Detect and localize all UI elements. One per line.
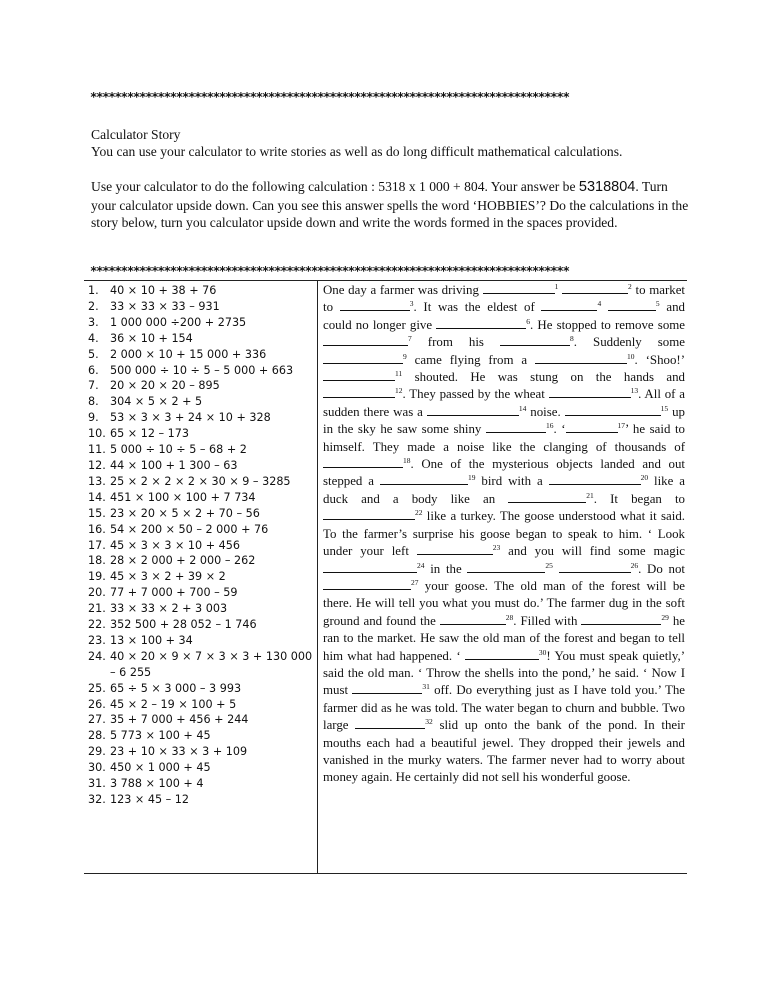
story-segment: came flying from a — [406, 352, 535, 367]
calculation-expression: 53 × 3 × 3 + 24 × 10 + 328 — [110, 411, 271, 425]
calculation-expression: 23 × 20 × 5 × 2 + 70 – 56 — [110, 506, 260, 520]
blank-number: 18 — [403, 456, 411, 466]
calculation-expression: 44 × 100 + 1 300 – 63 — [110, 458, 238, 472]
blank-number: 29 — [661, 612, 669, 622]
story-segment: . ‘Shoo!’ — [634, 352, 685, 367]
calculation-expression: 54 × 200 × 50 – 2 000 + 76 — [110, 522, 269, 536]
story-text — [323, 282, 685, 787]
star-divider-top: ****************************************************************************** — [90, 90, 569, 104]
blank-number: 22 — [415, 508, 423, 518]
calculation-number: 9. — [88, 411, 99, 425]
calculation-item — [88, 458, 314, 474]
calculation-item — [88, 697, 314, 713]
answer-blank-20[interactable] — [549, 473, 641, 485]
calculation-item — [88, 601, 314, 617]
calculation-item — [88, 315, 314, 331]
calculation-expression: 13 × 100 + 34 — [110, 633, 193, 647]
calculation-number: 20. — [88, 586, 106, 600]
answer-blank-3[interactable] — [340, 299, 410, 311]
calculation-number: 23. — [88, 633, 106, 647]
answer-blank-10[interactable] — [535, 352, 627, 364]
story-segment: . He stopped to remove some — [530, 317, 686, 332]
story-segment: noise. — [526, 404, 565, 419]
answer-blank-22[interactable] — [323, 508, 415, 520]
calculation-item — [88, 681, 314, 697]
calculation-item — [88, 474, 314, 490]
calculation-item — [88, 283, 314, 299]
calculation-item — [88, 490, 314, 506]
calculation-number: 8. — [88, 395, 99, 409]
calculation-expression: 5 773 × 100 + 45 — [110, 729, 211, 743]
calculation-expression: 123 × 45 – 12 — [110, 793, 190, 806]
answer-blank-17[interactable] — [566, 421, 618, 433]
calculation-item — [88, 394, 314, 410]
blank-number: 27 — [411, 577, 419, 587]
calculation-item — [88, 569, 314, 585]
calculation-expression: 45 × 2 – 19 × 100 + 5 — [110, 697, 237, 711]
calculation-number: 3. — [88, 315, 99, 329]
story-segment: ’ he said to himself. They made a noise like the clanging of thousands of — [323, 422, 685, 454]
answer-blank-6[interactable] — [436, 317, 526, 329]
calculation-expression: 5 000 ÷ 10 ÷ 5 – 68 + 2 — [110, 443, 247, 457]
blank-number: 30 — [538, 647, 547, 657]
calculation-expression: 500 000 ÷ 10 ÷ 5 – 5 000 + 663 — [110, 363, 294, 377]
blank-number: 7 — [408, 334, 412, 344]
calculation-number: 4. — [88, 331, 99, 345]
calculation-number: 16. — [88, 522, 106, 536]
answer-blank-9[interactable] — [323, 352, 403, 364]
blank-number: 19 — [467, 473, 476, 483]
calculation-item — [88, 426, 314, 442]
story-segment: like a turkey. The goose understood what it said. To the farmer’s surprise his goose began to speak to him. ‘ Look under your left — [323, 509, 685, 559]
calculation-number: 31. — [88, 777, 106, 791]
story-segment: . Do not — [638, 561, 685, 576]
calculation-expression: 36 × 10 + 154 — [110, 331, 193, 345]
story-table — [84, 280, 687, 874]
calculation-number: 29. — [88, 745, 106, 759]
calculation-item — [88, 442, 314, 458]
answer-blank-2[interactable] — [562, 282, 628, 294]
calculation-number: 2. — [88, 299, 99, 313]
blank-number: 10 — [626, 351, 635, 361]
answer-blank-13[interactable] — [549, 386, 631, 398]
calculation-number: 17. — [88, 538, 106, 552]
blank-number: 28 — [505, 612, 514, 622]
answer-blank-26[interactable] — [559, 561, 631, 573]
calculation-item — [88, 299, 314, 315]
calculation-expression: 45 × 3 × 2 + 39 × 2 — [110, 570, 226, 584]
calculation-expression: 40 × 20 × 9 × 7 × 3 × 3 + 130 000 – 6 255 — [110, 649, 313, 679]
calculation-number: 15. — [88, 506, 106, 520]
answer-blank-4[interactable] — [541, 299, 597, 311]
answer-blank-25[interactable] — [467, 561, 545, 573]
story-segment: One day a farmer was driving — [323, 283, 483, 297]
calculation-number: 30. — [88, 761, 106, 775]
calculation-number: 11. — [88, 443, 106, 457]
blank-number: 11 — [395, 369, 403, 379]
calculation-item — [88, 792, 314, 808]
column-divider — [317, 281, 318, 873]
story-segment: shouted. He was stung on the hands and — [402, 370, 685, 385]
story-segment: your goose. The old man of the forest will be there. He will tell you what you must do.’ The farmer dug in the soft ground and found the — [323, 578, 685, 628]
blank-number: 3 — [409, 299, 414, 309]
calculation-number: 14. — [88, 490, 106, 504]
blank-number: 9 — [403, 351, 407, 361]
calculation-expression: 352 500 + 28 052 – 1 746 — [110, 618, 257, 632]
calculation-number: 24. — [88, 649, 106, 663]
calculation-item — [88, 522, 314, 538]
calculation-item — [88, 728, 314, 744]
instructions-text-b: . Turn your calculator upside down. Can you see this answer spells the word ‘HOBBIES’? Do the calculations in the story below, turn you calculator upside down and write the words formed in the spaces provided. — [91, 179, 689, 230]
story-segment: . They passed by the wheat — [402, 387, 549, 402]
blank-number: 21 — [586, 490, 594, 500]
blank-number: 26 — [630, 560, 639, 570]
calculation-expression: 450 × 1 000 + 45 — [110, 761, 211, 775]
calculation-item — [88, 347, 314, 363]
calculation-item — [88, 744, 314, 760]
calculation-number: 27. — [88, 713, 106, 727]
answer-blank-31[interactable] — [352, 682, 422, 694]
calculation-item — [88, 712, 314, 728]
story-segment: and could no longer give — [323, 300, 685, 332]
blank-number: 17 — [617, 421, 626, 431]
blank-number: 5 — [655, 299, 660, 309]
calculation-item — [88, 331, 314, 347]
calculation-number: 22. — [88, 618, 106, 632]
blank-number: 2 — [628, 282, 632, 291]
story-segment — [601, 300, 608, 314]
answer-blank-24[interactable] — [323, 561, 417, 573]
story-segment: ! You must speak quietly,’ said the old man. ‘ Throw the shells into the pond,’ he said. ‘ Now I must — [323, 648, 685, 698]
answer-blank-1[interactable] — [483, 282, 555, 294]
blank-number: 1 — [554, 282, 559, 291]
calculation-list — [88, 283, 314, 808]
calculation-expression: 35 + 7 000 + 456 + 244 — [110, 713, 249, 727]
blank-number: 25 — [545, 560, 553, 570]
answer-blank-11[interactable] — [323, 369, 395, 381]
blank-number: 8 — [570, 334, 574, 344]
story-segment: in the — [424, 561, 468, 576]
answer-blank-16[interactable] — [486, 421, 546, 433]
calculation-expression: 451 × 100 × 100 + 7 734 — [110, 490, 256, 504]
calculation-expression: 25 × 2 × 2 × 2 × 30 × 9 – 3285 — [110, 474, 291, 488]
calculation-item — [88, 585, 314, 601]
story-segment: and you will find some magic — [500, 544, 685, 559]
calculation-number: 26. — [88, 697, 106, 711]
calculation-number: 10. — [88, 427, 106, 441]
story-segment: to market to — [323, 283, 685, 315]
answer-blank-32[interactable] — [355, 717, 425, 729]
calculation-number: 25. — [88, 681, 106, 695]
calculation-number: 5. — [88, 347, 99, 361]
calculation-item — [88, 649, 314, 681]
calculation-item — [88, 378, 314, 394]
story-segment: bird with a — [475, 474, 549, 489]
answer-blank-21[interactable] — [508, 491, 586, 503]
answer-blank-15[interactable] — [565, 404, 661, 416]
calculation-item — [88, 776, 314, 792]
calculation-number: 7. — [88, 379, 99, 393]
calculation-expression: 1 000 000 ÷200 + 2735 — [110, 315, 247, 329]
answer-blank-8[interactable] — [500, 334, 570, 346]
calculation-item — [88, 538, 314, 554]
blank-number: 4 — [597, 299, 602, 309]
intro-line: You can use your calculator to write stories as well as do long difficult mathematical calculations. — [91, 144, 623, 159]
story-segment: slid up onto the bank of the pond. In their mouths each had a beautiful jewel. They dropped their jewels and vanished in the murky waters. The farmer never had to worry about money again. He certainly did not sell his wonderful goose. — [323, 718, 685, 785]
blank-number: 32 — [425, 717, 433, 727]
calculation-expression: 40 × 10 + 38 + 76 — [110, 284, 217, 297]
answer-blank-5[interactable] — [608, 299, 656, 311]
calculation-number: 6. — [88, 363, 99, 377]
blank-number: 14 — [518, 403, 527, 413]
calculation-expression: 2 000 × 10 + 15 000 + 336 — [110, 347, 267, 361]
blank-number: 20 — [640, 473, 649, 483]
calculation-number: 1. — [88, 284, 99, 297]
story-segment: like a duck and a body like an — [323, 474, 686, 506]
blank-number: 12 — [395, 386, 403, 396]
calculation-expression: 3 788 × 100 + 4 — [110, 777, 204, 791]
answer-blank-28[interactable] — [440, 613, 506, 625]
calculation-item — [88, 633, 314, 649]
blank-number: 15 — [660, 403, 669, 413]
page-title: Calculator Story — [91, 127, 181, 142]
calculation-expression: 65 × 12 – 173 — [110, 427, 190, 441]
instructions-paragraph — [91, 178, 691, 232]
calculation-expression: 20 × 20 × 20 – 895 — [110, 379, 220, 393]
calculation-expression: 23 + 10 × 33 × 3 + 109 — [110, 745, 248, 759]
story-segment: . It began to — [593, 491, 685, 506]
calculation-item — [88, 553, 314, 569]
calculation-item — [88, 363, 314, 379]
answer-blank-29[interactable] — [581, 613, 661, 625]
calculation-number: 13. — [88, 474, 106, 488]
calculation-item — [88, 506, 314, 522]
calculation-item — [88, 617, 314, 633]
calculation-item — [88, 410, 314, 426]
calculation-expression: 45 × 3 × 3 × 10 + 456 — [110, 538, 241, 552]
calculation-expression: 65 ÷ 5 × 3 000 – 3 993 — [110, 681, 242, 695]
story-segment: . All of a sudden there was a — [323, 387, 685, 419]
story-segment: . Filled with — [513, 613, 582, 628]
calculation-expression: 28 × 2 000 + 2 000 – 262 — [110, 554, 256, 568]
story-segment: from his — [411, 335, 501, 350]
calculation-number: 21. — [88, 602, 106, 616]
answer-number: 5318804 — [578, 179, 636, 195]
story-segment: . One of the mysterious objects landed and out stepped a — [323, 457, 685, 489]
story-segment: . Suddenly some — [573, 335, 685, 350]
answer-blank-18[interactable] — [323, 456, 403, 468]
story-segment: up in the sky he saw some shiny — [323, 404, 685, 437]
answer-blank-12[interactable] — [323, 386, 395, 398]
calculation-expression: 304 × 5 × 2 + 5 — [110, 395, 203, 409]
answer-blank-19[interactable] — [380, 473, 468, 485]
blank-number: 13 — [630, 386, 639, 396]
story-segment: off. Do everything just as I have told you.’ The farmer did as he was told. The water began to churn and bubble. Two large — [323, 683, 685, 733]
blank-number: 23 — [492, 543, 501, 553]
calculation-number: 18. — [88, 554, 106, 568]
calculation-number: 28. — [88, 729, 106, 743]
calculation-expression: 33 × 33 × 2 + 3 003 — [110, 602, 228, 616]
calculation-expression: 77 + 7 000 + 700 – 59 — [110, 586, 238, 600]
answer-blank-23[interactable] — [417, 543, 493, 555]
calculation-number: 19. — [88, 570, 106, 584]
blank-number: 6 — [526, 316, 531, 326]
calculation-expression: 33 × 33 × 33 – 931 — [110, 299, 220, 313]
story-segment: . It was the eldest of — [413, 300, 542, 315]
story-segment: . ‘ — [553, 422, 566, 437]
answer-blank-30[interactable] — [465, 648, 539, 660]
answer-blank-27[interactable] — [323, 578, 411, 590]
answer-blank-14[interactable] — [427, 404, 519, 416]
calculation-number: 32. — [88, 793, 106, 806]
calculation-number: 12. — [88, 458, 106, 472]
answer-blank-7[interactable] — [323, 334, 408, 346]
blank-number: 24 — [417, 560, 425, 570]
story-segment: he ran to the market. He saw the old man of the forest and began to tell him what had happened. ‘ — [323, 613, 685, 663]
instructions-text-a: Use your calculator to do the following calculation : 5318 x 1 000 + 804. Your answer be — [91, 179, 576, 194]
blank-number: 31 — [422, 682, 430, 692]
star-divider-middle: ****************************************************************************** — [90, 264, 569, 278]
calculation-item — [88, 760, 314, 776]
blank-number: 16 — [545, 421, 554, 431]
